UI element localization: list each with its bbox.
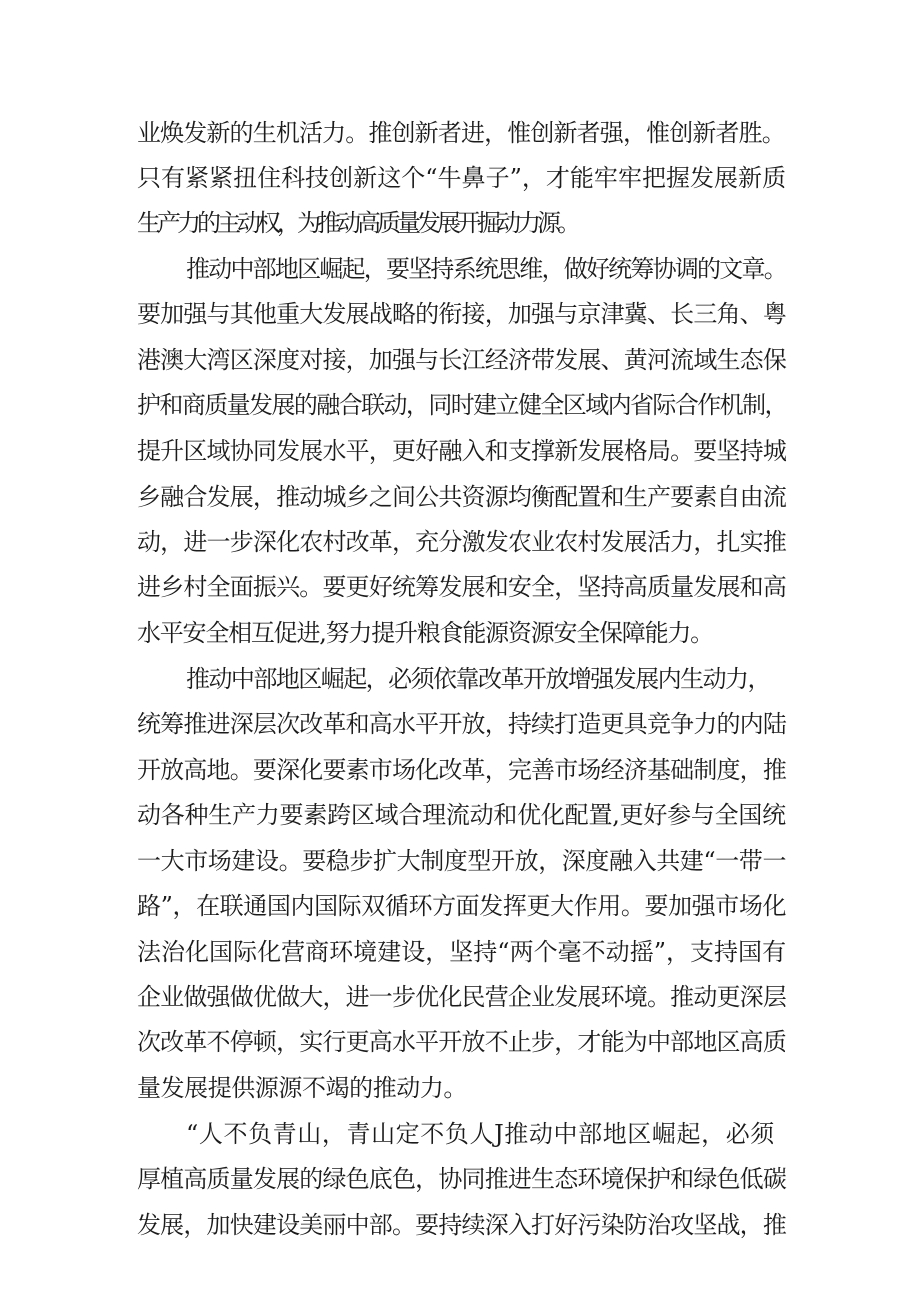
text-line: 法治化国际化营商环境建设，坚持“两个毫不动摇”，支持国有	[137, 938, 787, 966]
paragraph-first-line: 推动中部地区崛起，要坚持系统思维，做好统筹协调的文章。	[186, 255, 786, 283]
text-line: 港澳大湾区深度对接，加强与长江经济带发展、黄河流域生态保	[137, 346, 787, 374]
text-line: 统筹推进深层次改革和高水平开放，持续打造更具竞争力的内陆	[137, 710, 787, 738]
text-line: 厚植高质量发展的绿色底色，协同推进生态环境保护和绿色低碳	[137, 1165, 787, 1193]
text-line: 开放高地。要深化要素市场化改革，完善市场经济基础制度，推	[137, 756, 787, 784]
text-line: 乡融合发展，推动城乡之间公共资源均衡配置和生产要素自由流	[137, 483, 787, 511]
text-line: 提升区域协同发展水平，更好融入和支撑新发展格局。要坚持城	[137, 437, 787, 465]
text-line: 动各种生产力要素跨区域合理流动和优化配置,更好参与全国统	[137, 801, 786, 829]
text-line: 企业做强做优做大，进一步优化民营企业发展环境。推动更深层	[137, 983, 787, 1011]
text-line: 一大市场建设。要稳步扩大制度型开放，深度融入共建“一带一	[137, 847, 787, 875]
text-line: 业焕发新的生机活力。推创新者进，惟创新者强，惟创新者胜。	[137, 119, 785, 147]
text-line: 进乡村全面振兴。要更好统筹发展和安全，坚持高质量发展和高	[137, 573, 787, 601]
text-line: 动，进一步深化农村改革，充分激发农业农村发展活力，扎实推	[137, 528, 787, 556]
text-line: 护和商质量发展的融合联动，同时建立健全区域内省际合作机制，	[137, 391, 787, 419]
text-line: 路”，在联通国内国际双循环方面发挥更大作用。要加强市场化	[137, 892, 787, 920]
paragraph-first-line: 推动中部地区崛起，必须依靠改革开放增强发展内生动力，	[186, 665, 770, 693]
text-line: 生产力的主动权，为推动高质量发展开掘动力源。	[137, 209, 577, 237]
text-line: 要加强与其他重大发展战略的衔接，加强与京津冀、长三角、粤	[137, 300, 787, 328]
text-line: 量发展提供源源不竭的推动力。	[137, 1074, 467, 1102]
text-line: 水平安全相互促进,努力提升粮食能源资源安全保障能力。	[137, 619, 713, 647]
paragraph-first-line: “人不负青山，青山定不负人J推动中部地区崛起，必须	[186, 1120, 775, 1148]
text-line: 次改革不停顿，实行更高水平开放不止步，才能为中部地区高质	[137, 1028, 787, 1056]
text-line: 发展，加快建设美丽中部。要持续深入打好污染防治攻坚战，推	[137, 1211, 787, 1239]
text-line: 只有紧紧扭住科技创新这个“牛鼻子”，才能牢牢把握发展新质	[137, 164, 787, 192]
